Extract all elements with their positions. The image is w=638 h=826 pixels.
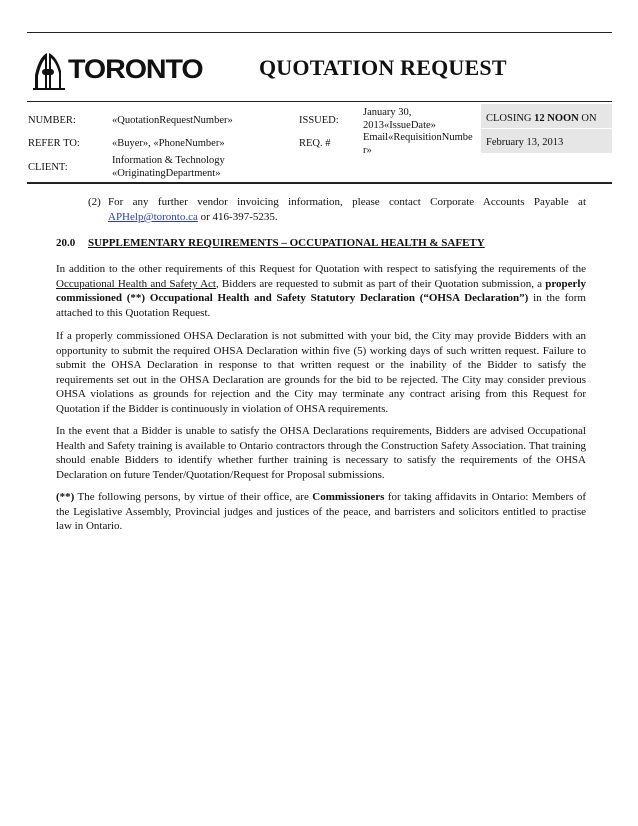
item-2-marker: (2) (88, 196, 101, 208)
paragraph-ohsa-submission: If a properly commissioned OHSA Declaration is not submitted with your bid, the City may provide Bidders with an opportunity to submit the required OHSA Declaration within five (5) working days of such written request. Failure to submit the OHSA Declaration in response to that written request or the inability of the Bidder to satisfy the requirements set out in the OHSA Declaration are grounds for the bid to be rejected. The City may consider previous OHSA violations as grounds for rejection and the City may terminate any contract arising from this Request for Quotation if the Bidder is continuously in violation of OHSA requirements. (56, 330, 586, 415)
refer-to-value: «Buyer», «PhoneNumber» (112, 138, 225, 149)
number-value: «QuotationRequestNumber» (112, 115, 233, 126)
footnote-marker: (**) (56, 491, 75, 503)
ohsa-declaration-bold: properly commissioned (**) Occupational Health and Safety Statutory Declaration (“OHSA Declaration”) (56, 277, 586, 305)
client-value-line1: Information & Technology (112, 155, 225, 166)
client-value (112, 154, 225, 180)
issued-label: ISSUED: (299, 115, 339, 126)
client-value-line2: «OriginatingDepartment» (112, 168, 221, 179)
section-number: 20.0 (56, 237, 76, 249)
req-value (363, 131, 473, 157)
paragraph-ohsa-training: In the event that a Bidder is unable to satisfy the OHSA Declarations requirements, Bidders are advised Occupational Health and Safety training is available to Ontario contractors through the Construction Safety Association. That training should enable Bidders to identify whether further training is necessary to satisfy the requirements of the OHSA Declaration on future Tender/Quotation/Request for Proposal submissions. (56, 425, 586, 481)
number-label: NUMBER: (28, 115, 76, 126)
closing-suffix: ON (578, 113, 597, 124)
issued-value (363, 106, 436, 132)
req-label: REQ. # (299, 138, 331, 149)
client-label: CLIENT: (28, 162, 68, 173)
item-2-text: For any further vendor invoicing information, please contact Corporate Accounts Payable at (108, 196, 586, 208)
p1-part-c: in the form attached to this Quotation Request. (56, 292, 586, 319)
p1-part-a: In addition to the other requirements of this Request for Quotation with respect to satisfying the requirements of the (56, 263, 586, 275)
paragraph-ohsa-requirement (56, 262, 586, 320)
p4-part-a: The following persons, by virtue of their office, are (74, 491, 313, 503)
header-top-rule (27, 32, 612, 33)
p1-part-b: , Bidders are requested to submit as part of their Quotation submission, a (215, 277, 546, 290)
page-title: QUOTATION REQUEST (259, 55, 507, 80)
closing-date: February 13, 2013 (486, 137, 564, 148)
p4-part-b: for taking affidavits in Ontario: Members of the Legislative Assembly, Provincial judges and justices of the peace, and barristers and solicitors entitled to practise law in Ontario. (56, 491, 586, 533)
req-value-line2: r» (363, 145, 372, 156)
issued-value-line1: January 30, (363, 107, 412, 118)
closing-time: 12 NOON (534, 113, 579, 124)
refer-to-label: REFER TO: (28, 138, 80, 149)
issued-value-line2: 2013«IssueDate» (363, 120, 436, 131)
req-value-line1: Email«RequisitionNumbe (363, 132, 473, 143)
closing-prefix: CLOSING (486, 113, 535, 124)
closing-label (486, 112, 597, 125)
paragraph-commissioners (56, 490, 586, 534)
commissioners-bold: Commissioners (312, 491, 385, 503)
ohsa-act-reference: Occupational Health and Safety Act (56, 277, 216, 290)
closing-box-divider (481, 128, 612, 129)
quotation-info-table (27, 101, 612, 184)
logo-wordmark: TORONTO (68, 54, 203, 84)
email-link[interactable]: APHelp@toronto.ca (108, 211, 198, 223)
item-2-phone: or 416-397-5235. (197, 211, 278, 223)
section-title: SUPPLEMENTARY REQUIREMENTS – OCCUPATIONAL HEALTH & SAFETY (88, 237, 485, 249)
item-2-contact (108, 210, 278, 225)
